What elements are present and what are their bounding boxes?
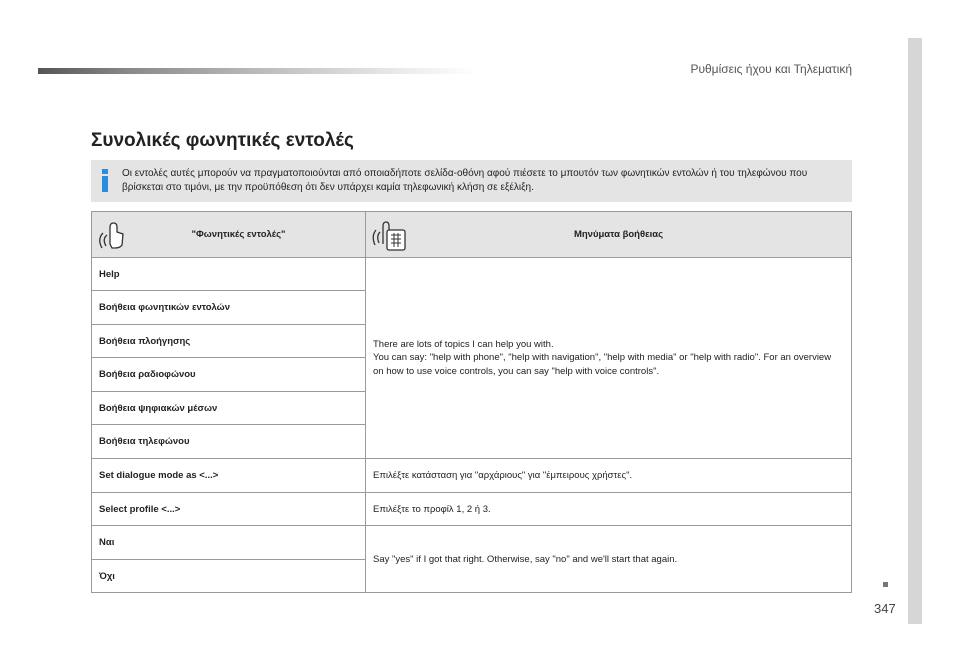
command-cell: Βοήθεια ψηφιακών μέσων (92, 392, 366, 425)
voice-commands-table (91, 211, 852, 593)
info-icon (101, 169, 109, 193)
command-cell: Βοήθεια φωνητικών εντολών (92, 291, 366, 325)
header-commands (92, 212, 366, 258)
command-cell: Set dialogue mode as <...> (92, 459, 366, 493)
command-cell: Βοήθεια ραδιοφώνου (92, 358, 366, 392)
table-row (92, 459, 852, 493)
header-commands-label: "Φωνητικές εντολές" (191, 229, 286, 240)
command-cell: Όχι (92, 560, 366, 593)
page-number: 347 (874, 601, 896, 616)
header-messages-label: Μηνύματα βοήθειας (573, 229, 664, 240)
header-gradient-bar (38, 68, 478, 74)
header-messages (366, 212, 852, 258)
message-cell: Επιλέξτε κατάσταση για "αρχάριους" για "έμπειρους χρήστες". (366, 459, 852, 493)
command-cell: Βοήθεια τηλεφώνου (92, 425, 366, 459)
help-message-line1: There are lots of topics I can help you with. (373, 338, 554, 350)
table-row (92, 258, 852, 291)
command-cell: Βοήθεια πλοήγησης (92, 325, 366, 358)
message-cell: Επιλέξτε το προφίλ 1, 2 ή 3. (366, 493, 852, 526)
page-edge-bar (908, 38, 922, 624)
voice-command-icon (98, 218, 128, 253)
info-box (91, 160, 852, 202)
help-message-cell (366, 258, 852, 459)
help-message-line2: You can say: "help with phone", "help with navigation", "help with media" or "help with radio". For an overview on how to use voice controls, you can say "help with voice controls". (373, 352, 832, 377)
confirm-message-cell: Say "yes" if I got that right. Otherwise, say "no" and we'll start that again. (366, 526, 852, 593)
page-marker (883, 582, 888, 587)
page-header-title: Ρυθμίσεις ήχου και Τηλεματική (690, 62, 852, 76)
command-cell: Help (92, 258, 366, 291)
command-cell: Select profile <...> (92, 493, 366, 526)
command-cell: Ναι (92, 526, 366, 560)
table-header-row (92, 212, 852, 258)
section-title: Συνολικές φωνητικές εντολές (91, 130, 354, 151)
phone-voice-icon (372, 218, 408, 255)
table-row (92, 493, 852, 526)
table-row (92, 526, 852, 560)
info-text: Οι εντολές αυτές μπορούν να πραγματοποιούνται από οποιαδήποτε σελίδα-οθόνη αφού πιέσετε το μπουτόν των φωνητικών εντολών ή του τηλεφώνου που βρίσκεται στο τιμόνι, με την προϋπόθεση ότι δεν υπάρχει καμία τηλεφωνική κλήση σε εξέλιξη. (122, 168, 808, 193)
